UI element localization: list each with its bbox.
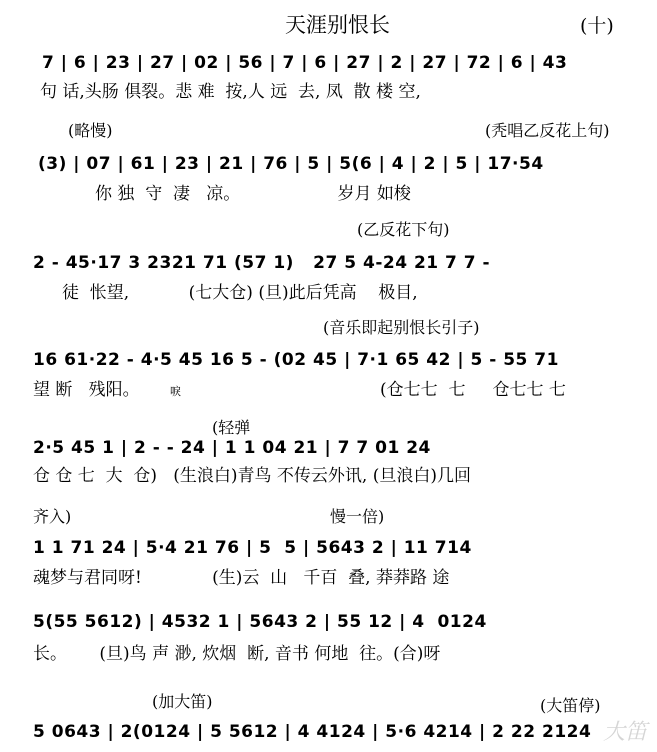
song-title: 天涯别恨长 xyxy=(285,13,390,37)
score-line-2-notes: (3) | 07 | 61 | 23 | 21 | 76 | 5 | 5(6 | 4 | 2 | 5 | 17·54 xyxy=(38,154,544,174)
annotation-lue-man: (略慢) xyxy=(68,121,113,140)
score-line-4-lyrics-right: (仓七七 七 仓七七 七 xyxy=(380,380,566,400)
score-line-7-notes: 5(55 5612) | 4532 1 | 5643 2 | 55 12 | 4 0124 xyxy=(33,612,487,632)
annotation-qing-tan: (轻弹 xyxy=(212,418,251,437)
score-line-5-notes: 2·5 45 1 | 2 - - 24 | 1 1 04 21 | 7 7 01 24 xyxy=(33,438,431,458)
annotation-qi-ru: 齐入) xyxy=(33,507,72,526)
annotation-yi-fan-xia-ju: (乙反花下句) xyxy=(357,220,450,239)
annotation-man-yi-bei: 慢一倍) xyxy=(330,507,385,526)
score-line-3-notes: 2 - 45·17 3 2321 71 (57 1) 27 5 4-24 21 7 7 - xyxy=(33,253,491,273)
annotation-yin-yue-ji-qi: (音乐即起别恨长引子) xyxy=(323,318,480,337)
score-line-4-small-lyric: 唳 xyxy=(170,385,181,398)
score-line-7-lyrics: 长。 (旦)鸟 声 渺, 炊烟 断, 音书 何地 往。(合)呀 xyxy=(33,644,441,664)
score-line-3-lyrics: 徒 怅望, (七大仓) (旦)此后凭高 极目, xyxy=(62,283,418,303)
score-line-1-notes: 7 | 6 | 23 | 27 | 02 | 56 | 7 | 6 | 27 | 2 | 27 | 72 | 6 | 43 xyxy=(42,53,568,73)
watermark: 大笛 xyxy=(602,720,647,745)
score-line-6-lyrics: 魂梦与君同呀! (生)云 山 千百 叠, 莽莽路 途 xyxy=(33,568,450,588)
annotation-tu-chang: (秃唱乙反花上句) xyxy=(485,121,610,140)
annotation-da-di-ting: (大笛停) xyxy=(540,696,601,715)
score-line-8-notes: 5 0643 | 2(0124 | 5 5612 | 4 4124 | 5·6 4214 | 2 22 2124 xyxy=(33,722,592,742)
score-line-4-lyrics: 望 断 残阳。 xyxy=(33,380,140,400)
score-line-4-notes: 16 61·22 - 4·5 45 16 5 - (02 45 | 7·1 65 42 | 5 - 55 71 xyxy=(33,350,559,370)
score-line-1-lyrics: 句 话,头肠 俱裂。悲 难 按,人 远 去, 凤 散 楼 空, xyxy=(40,82,421,102)
page-number: (十) xyxy=(580,15,614,37)
score-line-2-lyrics: 你 独 守 凄 凉。 岁月 如梭 xyxy=(95,184,411,204)
annotation-jia-da-di: (加大笛) xyxy=(152,692,213,711)
score-line-6-notes: 1 1 71 24 | 5·4 21 76 | 5 5 | 5643 2 | 11 714 xyxy=(33,538,472,558)
score-line-5-lyrics: 仓 仓 七 大 仓) (生浪白)青鸟 不传云外讯, (旦浪白)几回 xyxy=(33,466,472,486)
